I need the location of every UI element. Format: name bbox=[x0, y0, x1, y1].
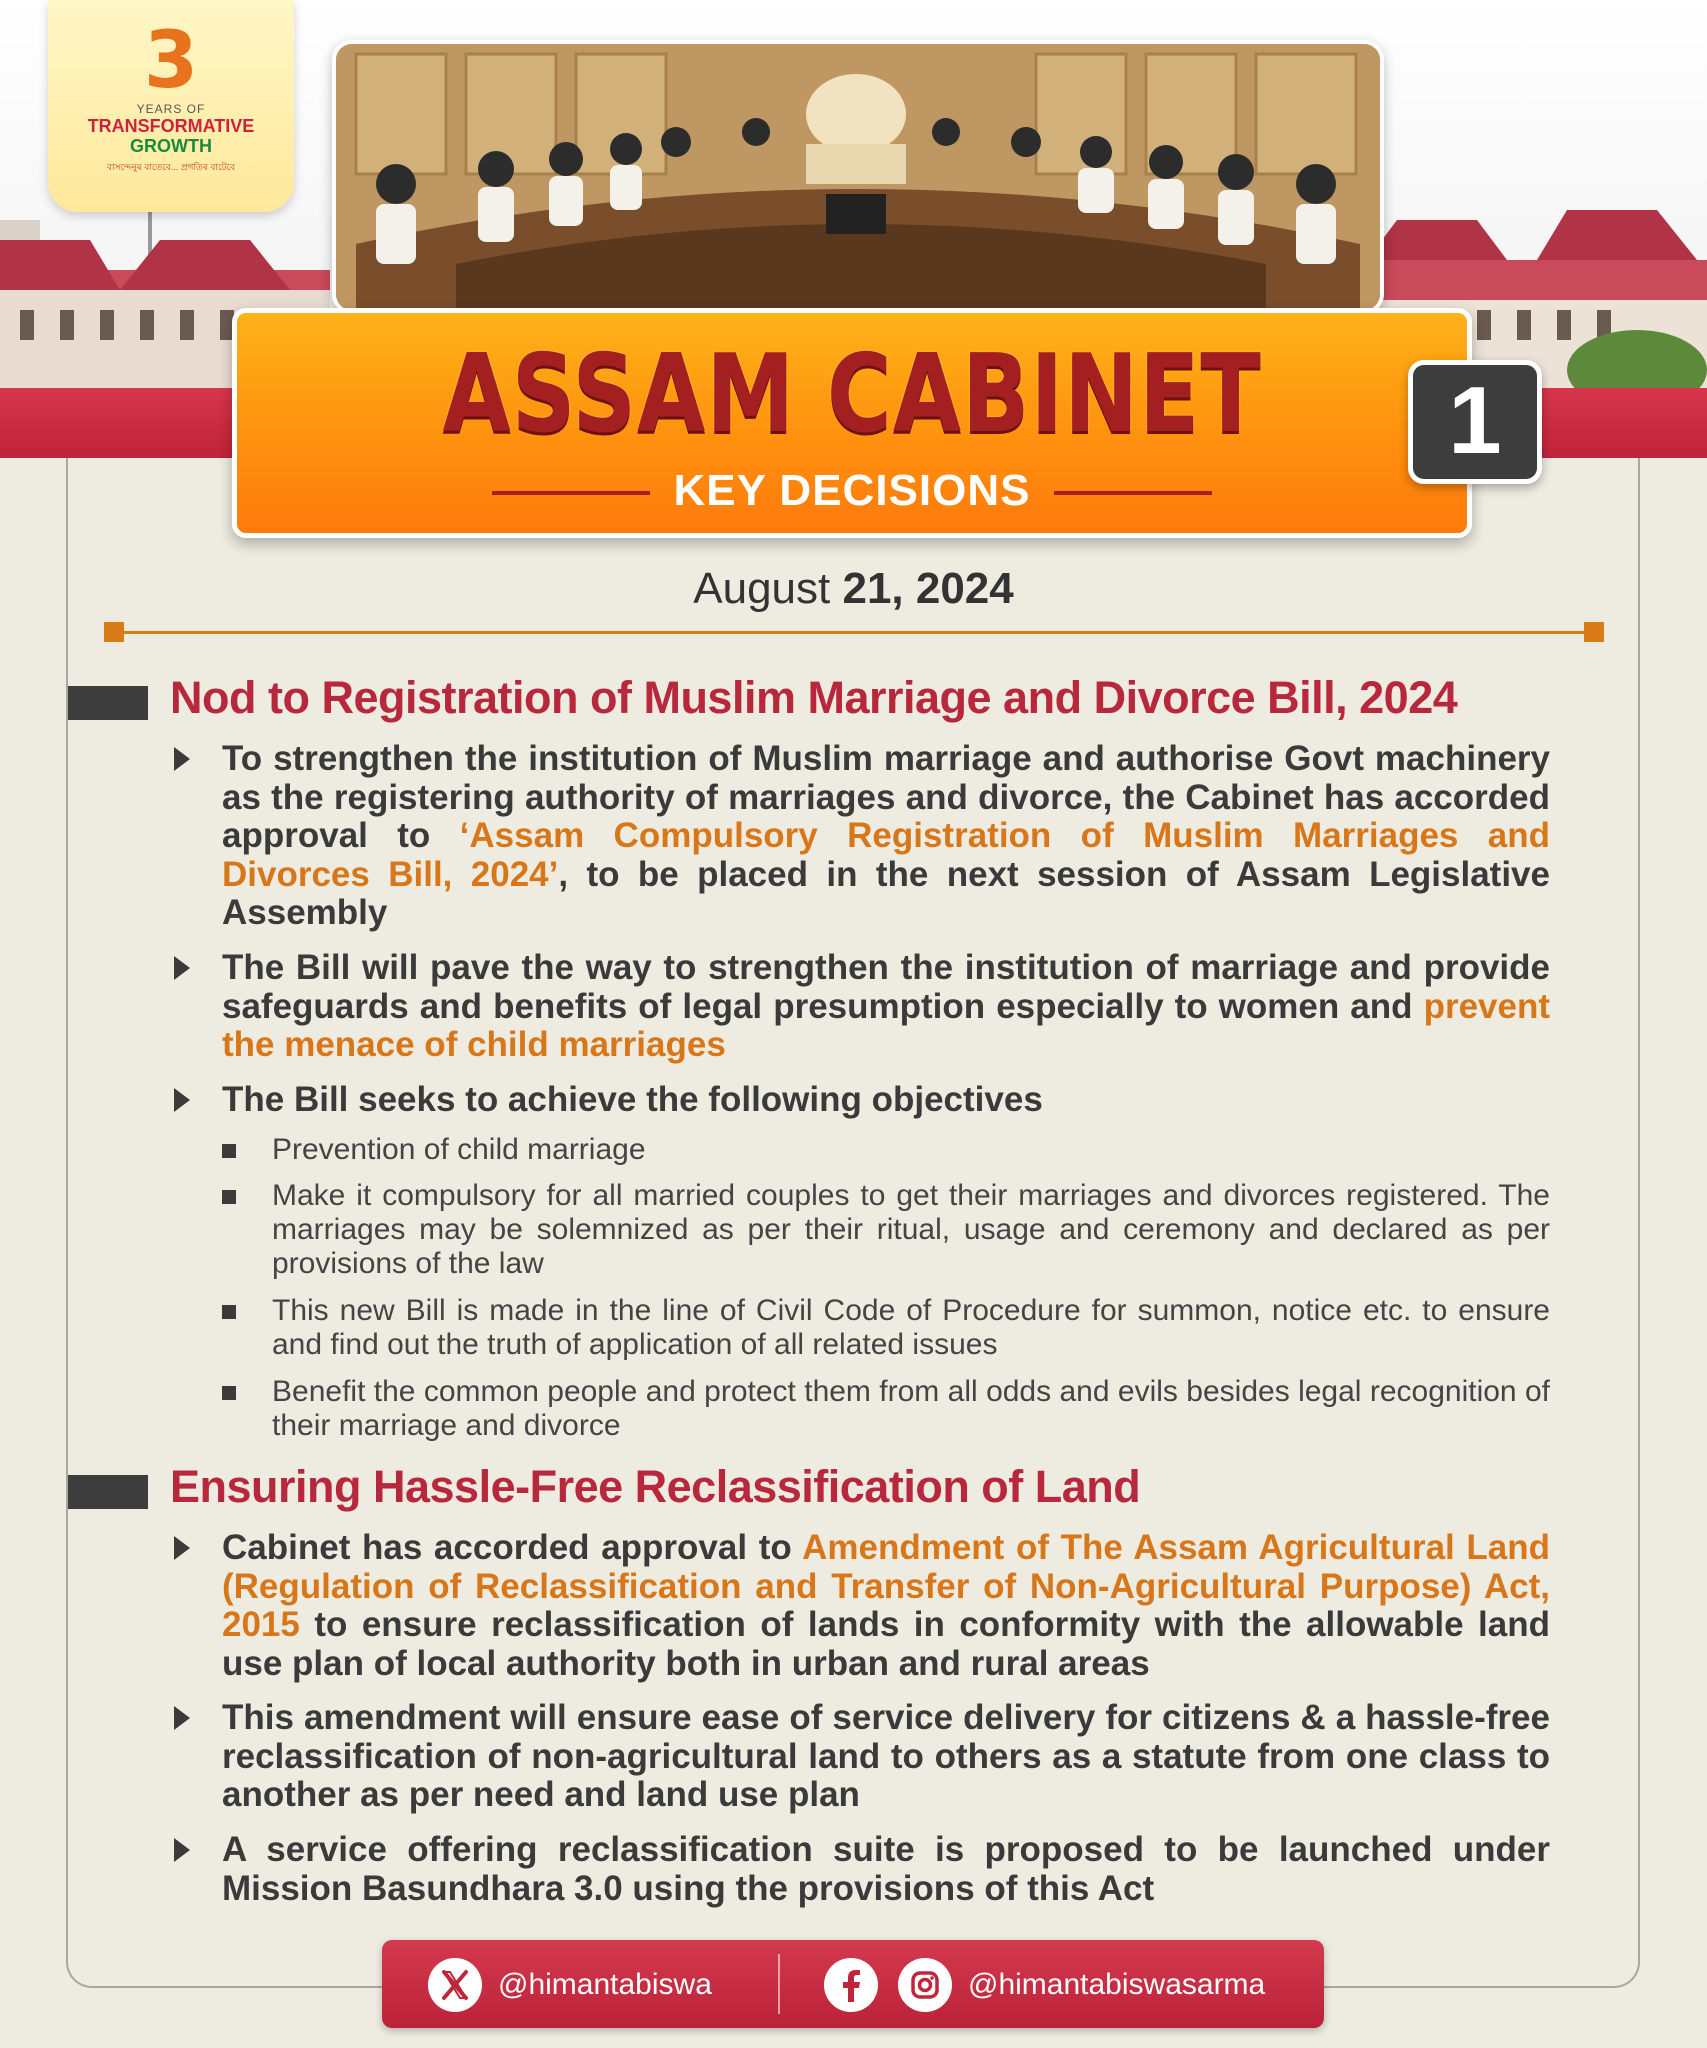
facebook-instagram-handle-link[interactable]: @himantabiswasarma bbox=[968, 1968, 1266, 2001]
logo-tagline: বাসন্দেনুৰ বাতেবে... প্ৰগতিৰ বাটেবে bbox=[106, 162, 236, 172]
bullet-text: This amendment will ensure ease of service delivery for citizens & a hassle-free reclassification of non-agricultural land to others as a statute from one class to another as per need and land use plan bbox=[222, 1698, 1550, 1814]
page-number-badge: 1 bbox=[1408, 360, 1542, 484]
bullet-text-after: , to be placed in the next session of Assam Legislative Assembly bbox=[222, 854, 1550, 932]
instagram-icon[interactable] bbox=[898, 1958, 952, 2012]
footer-separator bbox=[778, 1954, 780, 2014]
bullet-text: Cabinet has accorded approval to bbox=[222, 1528, 803, 1567]
divider-end-right bbox=[1584, 622, 1604, 642]
meeting-date bbox=[0, 564, 1707, 614]
page-title: ASSAM CABINET bbox=[442, 332, 1262, 457]
logo-line1: TRANSFORMATIVE bbox=[87, 116, 255, 136]
section-title: Nod to Registration of Muslim Marriage and Divorce Bill, 2024 bbox=[170, 672, 1458, 723]
sub-bullet-item: Prevention of child marriage bbox=[272, 1133, 646, 1166]
cabinet-meeting-photo bbox=[332, 40, 1384, 314]
square-bullet-icon bbox=[222, 1190, 236, 1204]
date-divider bbox=[104, 631, 1604, 634]
section-marker bbox=[68, 1475, 148, 1509]
bullet-item bbox=[222, 949, 1550, 1065]
logo-line2: GROWTH bbox=[130, 136, 212, 156]
square-bullet-icon bbox=[222, 1386, 236, 1400]
bullet-text: A service offering reclassification suite is proposed to be launched under Mission Basundhara 3.0 using the provisions of this Act bbox=[222, 1830, 1550, 1908]
bullet-item bbox=[222, 1699, 1550, 1815]
sub-bullet-item: This new Bill is made in the line of Civil Code of Procedure for summon, notice etc. to ensure and find out the truth of application of all related issues bbox=[272, 1294, 1550, 1361]
square-bullet-icon bbox=[222, 1144, 236, 1158]
triangle-bullet-icon bbox=[174, 1838, 190, 1862]
logo-numeral: 3 bbox=[143, 16, 199, 106]
date-day-year: 21, 2024 bbox=[842, 564, 1014, 613]
logo-years-of: YEARS OF bbox=[136, 102, 206, 116]
sub-bullet-item: Benefit the common people and protect them from all odds and evils besides legal recognition of their marriage and divorce bbox=[272, 1375, 1550, 1442]
anniversary-logo bbox=[48, 0, 294, 212]
bullet-highlight: prevent the menace of child marriages bbox=[222, 986, 1550, 1064]
bullet-highlight: Amendment of The Assam Agricultural Land (Regulation of Reclassification and Transfer of Non-Agricultural Purpose) Act, 2015 bbox=[222, 1528, 1550, 1644]
bullet-text-after: to ensure reclassification of lands in conformity with the allowable land use plan of local authority both in urban and rural areas bbox=[222, 1605, 1550, 1683]
x-handle-link[interactable]: @himantabiswa bbox=[498, 1968, 712, 2001]
section-title: Ensuring Hassle-Free Reclassification of Land bbox=[170, 1461, 1141, 1512]
bullet-text: The Bill seeks to achieve the following objectives bbox=[222, 1080, 1043, 1119]
sub-bullet-item: Make it compulsory for all married couples to get their marriages and divorces registered. The marriages may be solemnized as per their ritual, usage and ceremony and declared as per provisions of the law bbox=[272, 1179, 1550, 1280]
divider-end-left bbox=[104, 622, 124, 642]
bullet-item bbox=[222, 1529, 1550, 1683]
bullet-item bbox=[222, 1831, 1550, 1908]
facebook-icon[interactable] bbox=[824, 1958, 878, 2012]
bullet-item bbox=[222, 1081, 1550, 1120]
social-footer bbox=[382, 1940, 1324, 2028]
bullet-highlight: ‘Assam Compulsory Registration of Muslim Marriages and Divorces Bill, 2024’ bbox=[222, 816, 1550, 894]
x-logo-icon[interactable] bbox=[428, 1958, 482, 2012]
bullet-text: The Bill will pave the way to strengthen the institution of marriage and provide safeguards and benefits of legal presumption especially to women and bbox=[222, 948, 1550, 1026]
triangle-bullet-icon bbox=[174, 956, 190, 980]
triangle-bullet-icon bbox=[174, 1706, 190, 1730]
triangle-bullet-icon bbox=[174, 747, 190, 771]
triangle-bullet-icon bbox=[174, 1536, 190, 1560]
bullet-text: To strengthen the institution of Muslim marriage and authorise Govt machinery as the registering authority of marriages and divorce, the Cabinet has accorded approval to bbox=[222, 739, 1550, 855]
date-month: August bbox=[693, 564, 831, 613]
triangle-bullet-icon bbox=[174, 1088, 190, 1112]
section-marker bbox=[68, 686, 148, 720]
bullet-item bbox=[222, 740, 1550, 933]
subtitle-text: KEY DECISIONS bbox=[673, 466, 1031, 515]
square-bullet-icon bbox=[222, 1305, 236, 1319]
